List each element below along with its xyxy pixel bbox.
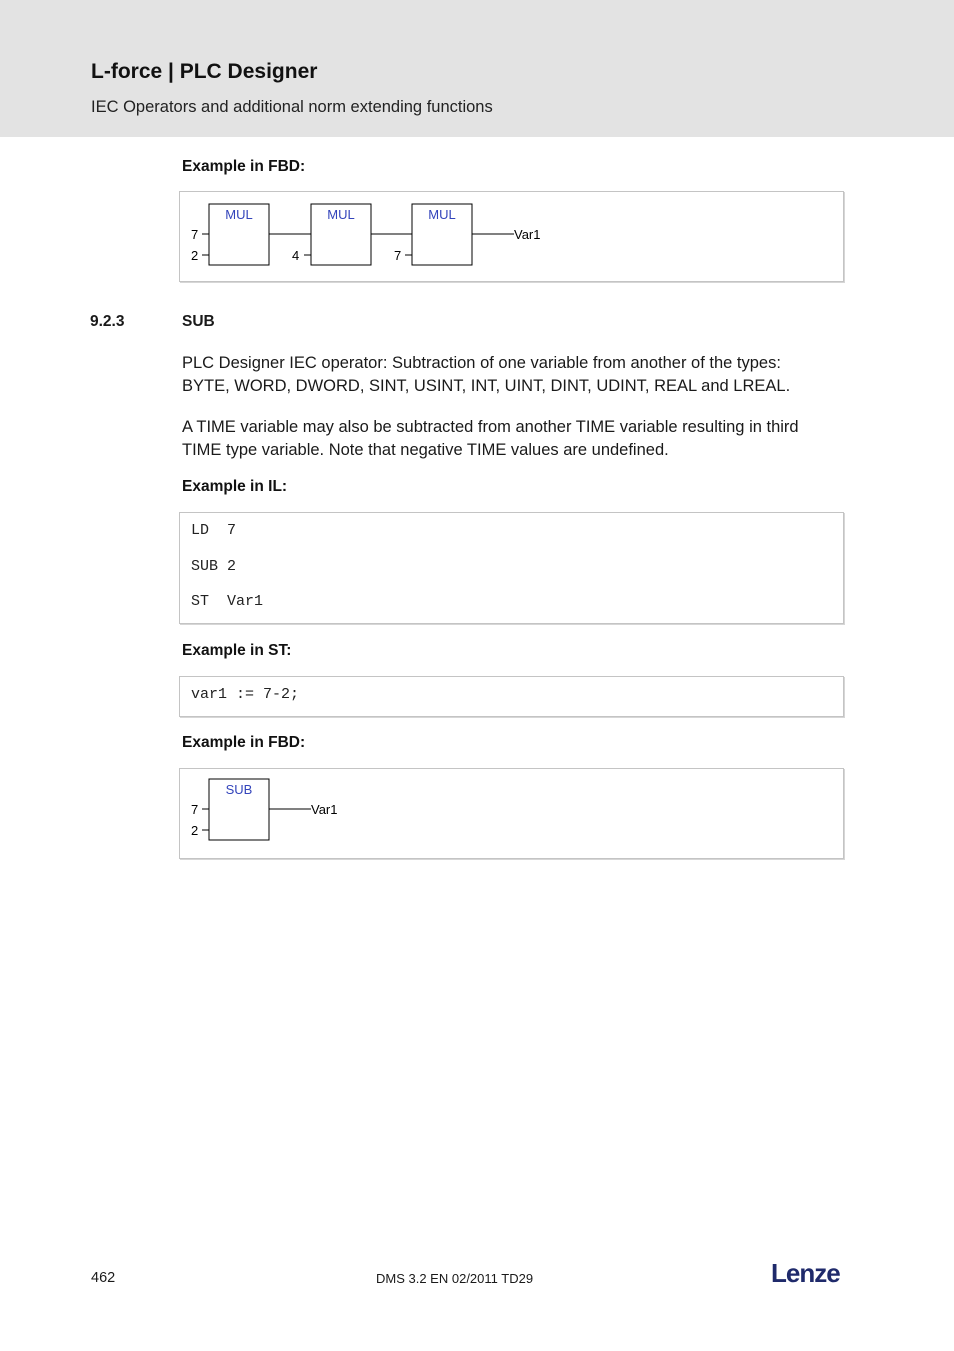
input-label: 7 — [394, 248, 402, 263]
paragraph-line: BYTE, WORD, DWORD, SINT, USINT, INT, UINT, DINT, UDINT, REAL and LREAL. — [182, 377, 791, 395]
code-line: LD 7 — [191, 522, 237, 539]
logo-text: Lenze — [771, 1258, 840, 1288]
section-number: 9.2.3 — [90, 313, 125, 330]
input-label: 2 — [191, 823, 199, 838]
example-fbd-label: Example in FBD: — [182, 158, 306, 175]
paragraph-time — [182, 416, 842, 462]
fbd-sub-svg — [180, 769, 843, 858]
block-label: SUB — [225, 782, 253, 797]
document-id: DMS 3.2 EN 02/2011 TD29 — [376, 1271, 534, 1286]
paragraph-line: PLC Designer IEC operator: Subtraction of one variable from another of the types: — [182, 354, 781, 372]
input-label: 7 — [191, 227, 199, 242]
code-line: SUB 2 — [191, 558, 237, 575]
page-number: 462 — [91, 1270, 116, 1286]
paragraph-line: A TIME variable may also be subtracted from another TIME variable resulting in third — [182, 418, 799, 436]
block-label: MUL — [225, 207, 253, 222]
output-label: Var1 — [311, 802, 338, 817]
section-title: SUB — [182, 313, 215, 330]
input-label: 7 — [191, 802, 199, 817]
output-label: Var1 — [514, 227, 541, 242]
il-code-box — [179, 512, 844, 624]
code-line: var1 := 7-2; — [191, 686, 300, 703]
example-il-label: Example in IL: — [182, 478, 288, 495]
st-code-box — [179, 676, 844, 717]
fbd-mul-diagram — [179, 191, 844, 282]
input-label: 4 — [292, 248, 300, 263]
document-title: L-force | PLC Designer — [91, 60, 318, 83]
paragraph-line: TIME type variable. Note that negative TIME values are undefined. — [182, 441, 669, 459]
fbd-mul-svg — [180, 192, 843, 281]
code-line: ST Var1 — [191, 593, 264, 610]
fbd-sub-diagram — [179, 768, 844, 859]
paragraph-types — [182, 352, 842, 398]
document-subtitle: IEC Operators and additional norm extending functions — [91, 98, 493, 116]
example-fbd-sub-label: Example in FBD: — [182, 734, 306, 751]
input-label: 2 — [191, 248, 199, 263]
block-label: MUL — [327, 207, 355, 222]
lenze-logo — [771, 1258, 851, 1288]
block-label: MUL — [428, 207, 456, 222]
example-st-label: Example in ST: — [182, 642, 292, 659]
